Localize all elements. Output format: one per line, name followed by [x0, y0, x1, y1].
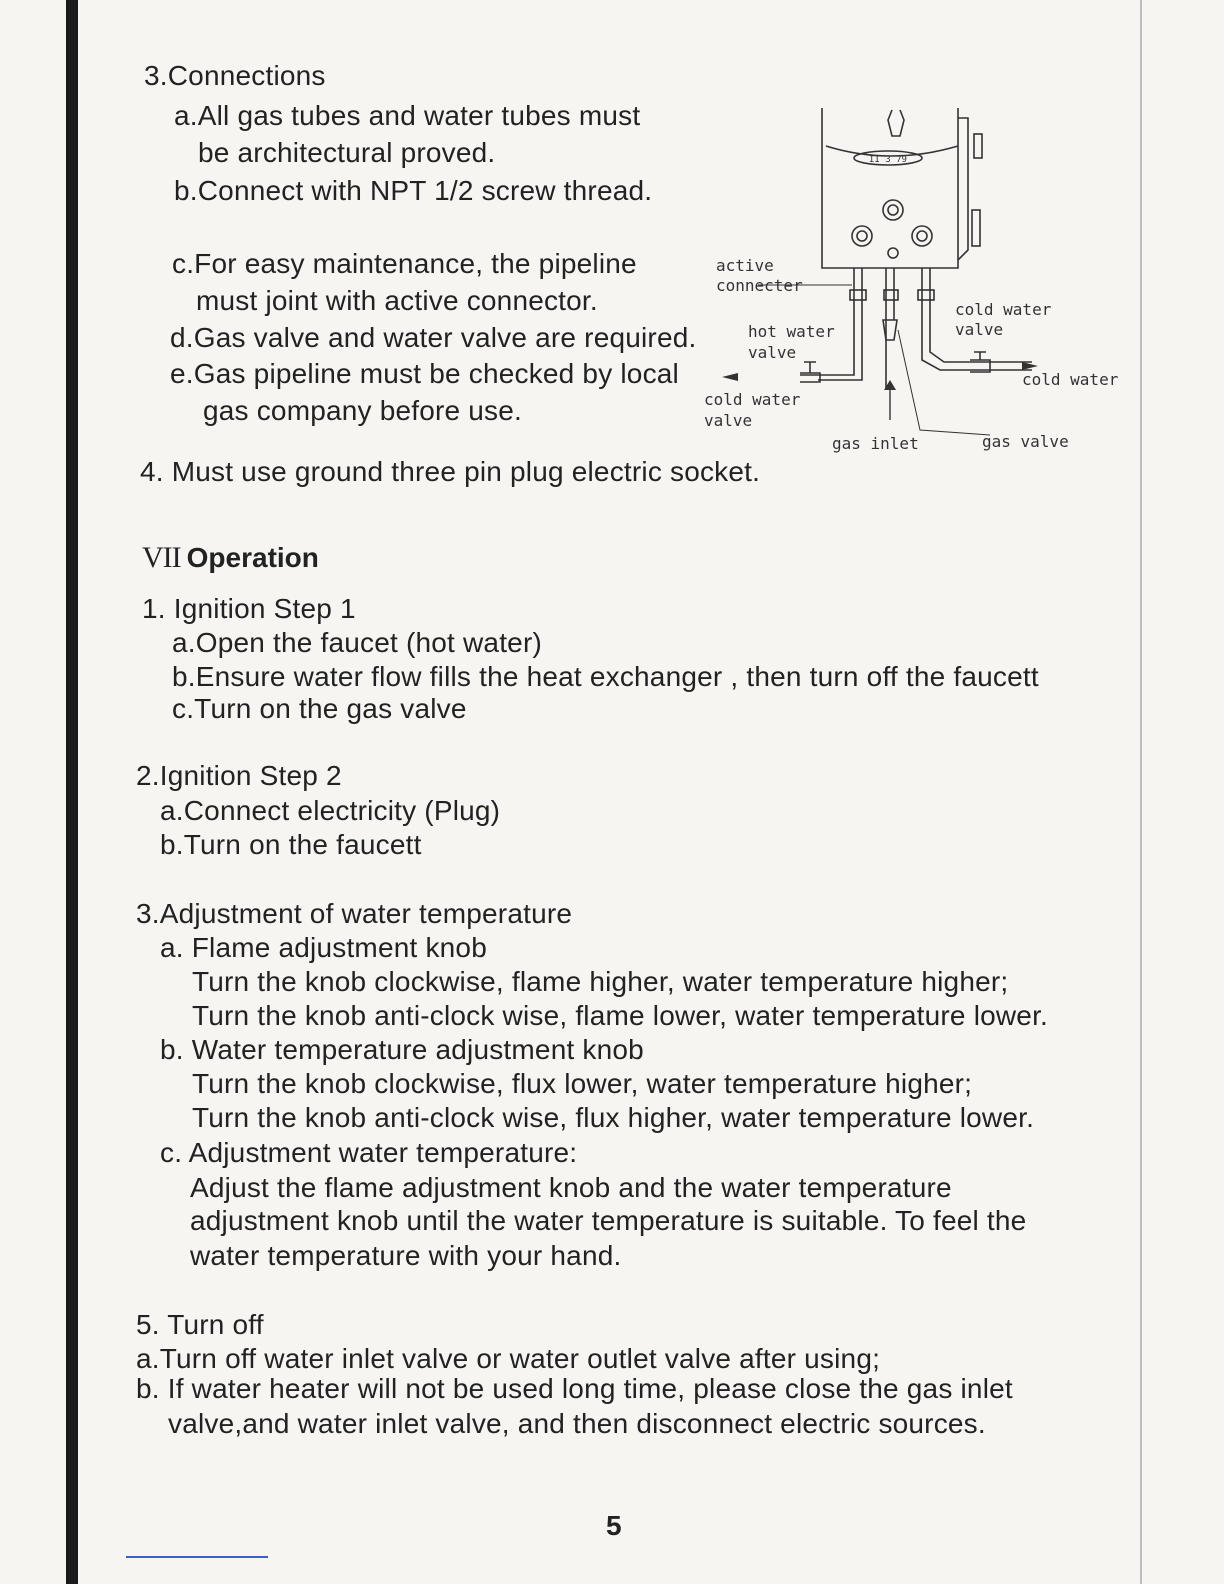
adjustment-a: a. Flame adjustment knob [160, 932, 487, 963]
label-cold-water: cold water [1022, 370, 1119, 389]
page-number: 5 [606, 1510, 622, 1541]
turn-off-a: a.Turn off water inlet valve or water outlet valve after using; [136, 1343, 881, 1374]
display-text: II 3 79 [869, 155, 907, 165]
ignition-step2-b: b.Turn on the faucett [160, 829, 422, 860]
cold-water-in-arrow [1022, 362, 1038, 370]
heater-right-side [958, 118, 968, 260]
ignition-step2-a: a.Connect electricity (Plug) [160, 795, 501, 826]
adjustment-a-line1: Turn the knob clockwise, flame higher, water temperature higher; [192, 966, 1009, 997]
turn-off-b-line1: b. If water heater will not be used long time, please close the gas inlet [136, 1373, 1013, 1404]
adjustment-title: 3.Adjustment of water temperature [136, 898, 573, 929]
adjustment-b: b. Water temperature adjustment knob [160, 1034, 644, 1065]
adjustment-a-line2: Turn the knob anti-clock wise, flame lower, water temperature lower. [192, 1000, 1049, 1031]
ignition-step1-title: 1. Ignition Step 1 [142, 593, 356, 624]
active-connector-right [918, 290, 934, 300]
binding-edge [66, 0, 78, 1584]
adjustment-b-line2: Turn the knob anti-clock wise, flux higher, water temperature lower. [192, 1102, 1035, 1133]
connections-item-a-line1: a.All gas tubes and water tubes must [174, 100, 641, 131]
operation-heading [142, 542, 319, 574]
temp-knob [912, 226, 932, 246]
connections-item-c-line1: c.For easy maintenance, the pipeline [172, 248, 637, 279]
connections-item-e-line1: e.Gas pipeline must be checked by local [170, 358, 679, 389]
footer-line [126, 1556, 268, 1558]
label-gas-valve: gas valve [982, 432, 1069, 451]
connections-item-d: d.Gas valve and water valve are required. [170, 322, 697, 353]
label-cold-water-valve-right-2: valve [955, 320, 1004, 339]
turn-off-title: 5. Turn off [136, 1309, 264, 1340]
page-edge [1140, 0, 1142, 1584]
turn-off-b-line2: valve,and water inlet valve, and then disconnect electric sources. [168, 1408, 986, 1439]
ignition-step1-b: b.Ensure water flow fills the heat exchanger , then turn off the faucett [172, 661, 1039, 692]
active-connector-left [850, 290, 866, 300]
adjustment-c-line1: Adjust the flame adjustment knob and the water temperature [190, 1172, 952, 1203]
ignition-step2-title: 2.Ignition Step 2 [136, 760, 342, 791]
ignition-step1-c: c.Turn on the gas valve [172, 693, 467, 724]
heater-body [822, 108, 958, 268]
indicator-light [888, 248, 898, 258]
adjustment-c-line3: water temperature with your hand. [190, 1240, 622, 1271]
label-cold-water-valve-left-2: valve [704, 411, 753, 430]
connections-heading: 3.Connections [144, 60, 326, 91]
flame-knob [883, 200, 903, 220]
adjustment-b-line1: Turn the knob clockwise, flux lower, water temperature higher; [192, 1068, 973, 1099]
label-hot-water-valve-2: valve [748, 343, 797, 362]
label-hot-water-valve-1: hot water [748, 322, 835, 341]
label-cold-water-valve-right-1: cold water [955, 300, 1052, 319]
battery-slot [972, 210, 980, 246]
gas-valve-body [883, 320, 897, 340]
water-knob [852, 226, 872, 246]
label-cold-water-valve-left-1: cold water [704, 390, 801, 409]
label-gas-inlet: gas inlet [832, 434, 919, 453]
connections-item-c-line2: must joint with active connector. [196, 285, 598, 316]
adjustment-c-line2: adjustment knob until the water temperature is suitable. To feel the [190, 1205, 1027, 1236]
vent-slot [974, 134, 982, 158]
connections-item-e-line2: gas company before use. [203, 395, 523, 426]
hot-water-out-arrow [722, 373, 738, 381]
connections-item-a-line2: be architectural proved. [198, 137, 496, 168]
ignition-step1-a: a.Open the faucet (hot water) [172, 627, 543, 658]
operation-title: Operation [186, 542, 319, 573]
connections-item-b: b.Connect with NPT 1/2 screw thread. [174, 175, 653, 206]
operation-roman-numeral: VII [142, 541, 181, 574]
label-active-connecter-1: active [716, 256, 774, 275]
connections-item-4: 4. Must use ground three pin plug electric socket. [140, 456, 761, 487]
label-active-connecter-2: connecter [716, 276, 803, 295]
adjustment-c: c. Adjustment water temperature: [160, 1137, 578, 1168]
flame-window [888, 110, 904, 136]
